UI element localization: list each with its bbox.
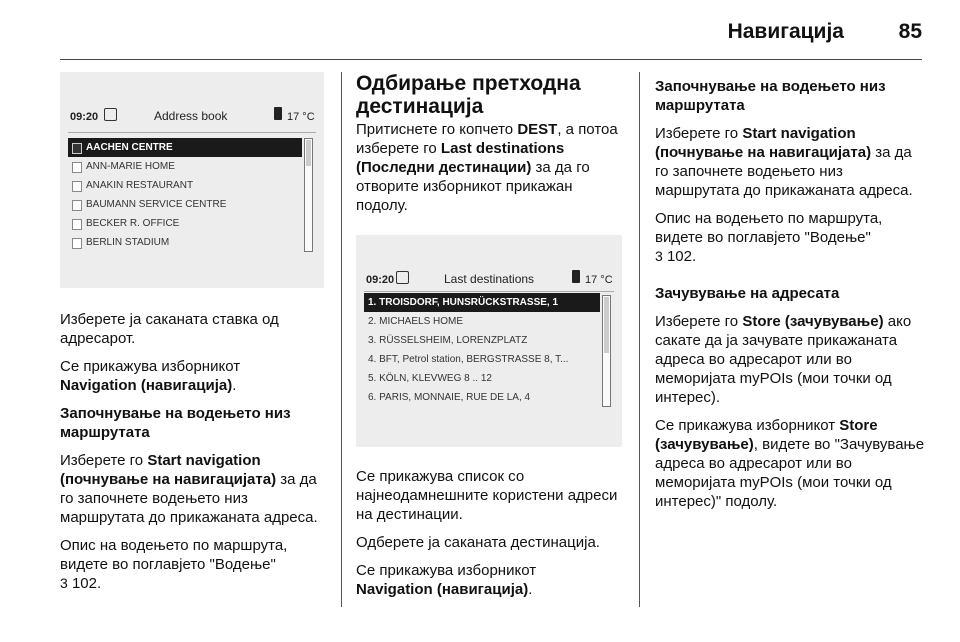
list-item[interactable]: AACHEN CENTRE bbox=[68, 138, 302, 157]
screen-time: 09:20 bbox=[366, 274, 395, 286]
address-book-screenshot bbox=[60, 72, 324, 288]
menu-option: Last destinations (Последни дестинации) bbox=[356, 140, 565, 176]
header-rule bbox=[60, 59, 922, 60]
list-item[interactable]: BAUMANN SERVICE CENTRE bbox=[68, 195, 302, 214]
clock-icon bbox=[396, 271, 409, 284]
section-heading: Одбирање претходна дестинација bbox=[356, 72, 581, 118]
page-ref-icon: 3 bbox=[60, 575, 68, 591]
list-item[interactable]: 2. MICHAELS HOME bbox=[368, 316, 464, 327]
scrollbar[interactable] bbox=[602, 295, 611, 407]
menu-name: Navigation (навигација) bbox=[60, 377, 233, 394]
screen-title: Address book bbox=[154, 109, 228, 123]
paragraph: Изберете ја саканата ставка од адресарот. bbox=[60, 311, 279, 347]
screen-time: 09:20 bbox=[70, 111, 99, 123]
paragraph: Се прикажува изборникот Store (зачувување), видете во "Зачувување адреса во адресарот или во меморијата myPOIs (мои точки од интерес)" подолу. bbox=[655, 417, 925, 510]
last-destinations-screenshot bbox=[356, 235, 622, 447]
page-ref[interactable]: 102. bbox=[71, 575, 102, 592]
list-item[interactable]: 3. RÜSSELSHEIM, LORENZPLATZ bbox=[368, 335, 528, 346]
menu-option: Start navigation (почнување на навигацијата) bbox=[655, 125, 872, 161]
scroll-thumb[interactable] bbox=[306, 140, 311, 166]
paragraph: Опис на водењето по маршрута, видете во поглавјето "Водење" 3 102. bbox=[655, 210, 883, 265]
subheading: Зачувување на адресата bbox=[655, 285, 840, 302]
screen-temp: 17 °C bbox=[287, 111, 315, 123]
page-ref[interactable]: 102. bbox=[666, 248, 697, 265]
paragraph: Се прикажува список со најнеодамнешните користени адреси на дестинации. bbox=[356, 468, 618, 523]
screen-title: Last destinations bbox=[444, 272, 535, 286]
screen-status-bar bbox=[70, 108, 316, 132]
menu-option: Start navigation (почнување на навигацијата) bbox=[60, 452, 277, 488]
address-icon bbox=[72, 143, 82, 154]
address-icon bbox=[72, 238, 82, 249]
list-item[interactable]: ANN-MARIE HOME bbox=[68, 157, 302, 176]
destinations-list bbox=[364, 293, 600, 407]
scrollbar[interactable] bbox=[304, 138, 313, 252]
scroll-thumb[interactable] bbox=[604, 297, 609, 353]
paragraph: Одберете ја саканата дестинација. bbox=[356, 534, 600, 551]
subheading: Започнување на водењето низ маршрутата bbox=[60, 405, 291, 441]
column-divider bbox=[639, 72, 640, 607]
list-item[interactable]: BERLIN STADIUM bbox=[68, 233, 302, 252]
address-icon bbox=[72, 219, 82, 230]
paragraph: Се прикажува изборникот Navigation (навигација). bbox=[60, 358, 241, 394]
address-icon bbox=[72, 162, 82, 173]
page-number: 85 bbox=[898, 20, 922, 43]
column-2 bbox=[356, 72, 628, 608]
clock-icon bbox=[104, 108, 117, 121]
paragraph: Изберете го Store (зачувување) ако сакате да ја зачувате прикажаната адреса во адресарот или во меморијата myPOIs (мои точки од интерес). bbox=[655, 313, 912, 406]
address-icon bbox=[72, 181, 82, 192]
list-item[interactable]: 5. KÖLN, KLEVWEG 8 .. 12 bbox=[368, 373, 492, 384]
thermometer-icon bbox=[572, 270, 580, 283]
menu-name: Navigation (навигација) bbox=[356, 581, 529, 598]
page-ref-icon: 3 bbox=[655, 248, 663, 264]
list-item[interactable]: 4. BFT, Petrol station, BERGSTRASSE 8, T... bbox=[368, 354, 569, 365]
thermometer-icon bbox=[274, 107, 282, 120]
address-list bbox=[68, 138, 302, 252]
list-item[interactable]: 1. TROISDORF, HUNSRÜCKSTRASSE, 1 bbox=[364, 293, 600, 312]
paragraph: Опис на водењето по маршрута, видете во поглавјето "Водење" 3 102. bbox=[60, 537, 288, 592]
paragraph: Изберете го Start navigation (почнување на навигацијата) за да го започнете водењето низ маршрутата до прикажаната адреса. bbox=[655, 125, 913, 199]
screen-temp: 17 °C bbox=[585, 274, 613, 286]
button-name: DEST bbox=[517, 121, 558, 138]
page-header bbox=[0, 0, 960, 60]
paragraph: Изберете го Start navigation (почнување на навигацијата) за да го започнете водењето низ маршрутата до прикажаната адреса. bbox=[60, 452, 318, 526]
subheading: Започнување на водењето низ маршрутата bbox=[655, 78, 886, 114]
menu-option: Store (зачувување) bbox=[655, 417, 878, 453]
address-icon bbox=[72, 200, 82, 211]
paragraph: Притиснете го копчето DEST, а потоа изберете го Last destinations (Последни дестинации) за да го отворите изборникот прикажан подолу. bbox=[356, 121, 618, 214]
screen-separator bbox=[68, 132, 316, 133]
screen-separator bbox=[364, 291, 614, 292]
column-3 bbox=[655, 72, 927, 520]
column-1 bbox=[60, 72, 328, 602]
list-item[interactable]: BECKER R. OFFICE bbox=[68, 214, 302, 233]
list-item[interactable]: 6. PARIS, MONNAIE, RUE DE LA, 4 bbox=[368, 392, 531, 403]
page-title: Навигација bbox=[727, 20, 844, 43]
column-divider bbox=[341, 72, 342, 607]
paragraph: Се прикажува изборникот Navigation (навигација). bbox=[356, 562, 537, 598]
menu-option: Store (зачувување) bbox=[742, 313, 884, 330]
list-item[interactable]: ANAKIN RESTAURANT bbox=[68, 176, 302, 195]
